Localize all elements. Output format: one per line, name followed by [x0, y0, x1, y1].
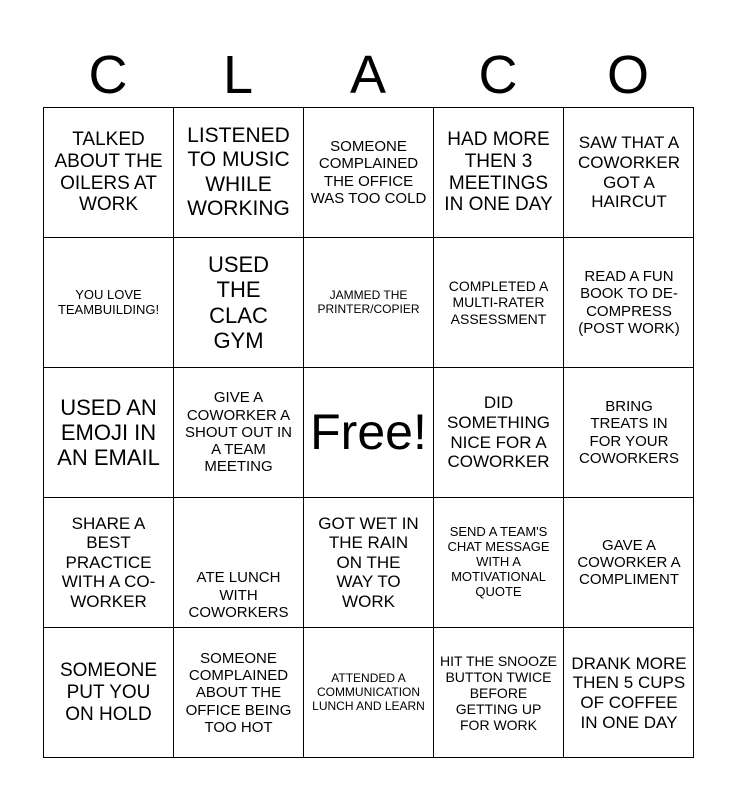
bingo-cell-r5c5[interactable] [564, 628, 694, 758]
bingo-cell-r3c5[interactable] [564, 368, 694, 498]
bingo-cell-r5c2[interactable] [174, 628, 304, 758]
header-letter-o: O [606, 45, 649, 105]
bingo-cell-r4c4[interactable] [434, 498, 564, 628]
bingo-cell-r4c1[interactable] [44, 498, 174, 628]
bingo-cell-r2c3[interactable] [304, 238, 434, 368]
bingo-cell-r4c3[interactable] [304, 498, 434, 628]
bingo-cell-r2c1[interactable] [44, 238, 174, 368]
bingo-board [43, 107, 694, 758]
bingo-cell-r5c1[interactable] [44, 628, 174, 758]
bingo-cell-text: BRING TREATS IN FOR YOUR COWORKERS [578, 398, 679, 467]
header-letter-a: A [349, 45, 387, 105]
bingo-cell-r2c5[interactable] [564, 238, 694, 368]
bingo-cell-r3c4[interactable] [434, 368, 564, 498]
bingo-cell-text: SOMEONE PUT YOU ON HOLD [59, 660, 158, 725]
bingo-cell-text: YOU LOVE TEAMBUILDING! [57, 286, 160, 317]
bingo-cell-r3c1[interactable] [44, 368, 174, 498]
bingo-cell-text: COMPLETED A MULTI-RATER ASSESSMENT [448, 278, 549, 327]
bingo-cell-text: SOMEONE COMPLAINED THE OFFICE WAS TOO COLD [310, 138, 427, 207]
bingo-cell-r1c2[interactable] [174, 108, 304, 238]
bingo-header [43, 42, 693, 108]
bingo-cell-text: HIT THE SNOOZE BUTTON TWICE BEFORE GETTING UP FOR WORK [440, 652, 557, 734]
bingo-cell-text: ATE LUNCH WITH COWORKERS [188, 569, 289, 621]
bingo-cell-text: JAMMED THE PRINTER/COPIER [317, 287, 420, 316]
bingo-cell-r4c5[interactable] [564, 498, 694, 628]
bingo-cell-r5c3[interactable] [304, 628, 434, 758]
bingo-cell-text: SOMEONE COMPLAINED ABOUT THE OFFICE BEING TOO HOT [185, 649, 292, 736]
bingo-cell-r1c4[interactable] [434, 108, 564, 238]
bingo-cell-r2c4[interactable] [434, 238, 564, 368]
bingo-cell-r3c3-free-space[interactable] [304, 368, 434, 498]
bingo-cell-r1c5[interactable] [564, 108, 694, 238]
bingo-cell-r4c2[interactable] [174, 498, 304, 628]
bingo-cell-text: DID SOMETHING NICE FOR A COWORKER [447, 393, 550, 472]
bingo-cell-r1c3[interactable] [304, 108, 434, 238]
bingo-cell-text: READ A FUN BOOK TO DE-COMPRESS (POST WORK) [578, 268, 680, 337]
header-letter-l: L [222, 45, 254, 105]
header-letter-c1: C [88, 45, 128, 105]
bingo-cell-text: HAD MORE THEN 3 MEETINGS IN ONE DAY [444, 128, 553, 216]
bingo-cell-text: SHARE A BEST PRACTICE WITH A CO-WORKER [61, 513, 156, 611]
bingo-cell-r1c1[interactable] [44, 108, 174, 238]
bingo-cell-text: USED AN EMOJI IN AN EMAIL [57, 394, 160, 471]
bingo-cell-r5c4[interactable] [434, 628, 564, 758]
bingo-cell-text: DRANK MORE THEN 5 CUPS OF COFFEE IN ONE DAY [571, 653, 687, 732]
bingo-cell-text: ATTENDED A COMMUNICATION LUNCH AND LEARN [312, 671, 425, 713]
bingo-cell-text: USED THE CLAC GYM [207, 251, 270, 353]
bingo-cell-r2c2[interactable] [174, 238, 304, 368]
bingo-cell-text: GOT WET IN THE RAIN ON THE WAY TO WORK [318, 513, 419, 611]
bingo-cell-text: LISTENED TO MUSIC WHILE WORKING [187, 124, 290, 220]
bingo-cell-text: GIVE A COWORKER A SHOUT OUT IN A TEAM MEETING [185, 389, 292, 476]
bingo-cell-r3c2[interactable] [174, 368, 304, 498]
bingo-cell-text: TALKED ABOUT THE OILERS AT WORK [54, 128, 163, 216]
bingo-cell-text: GAVE A COWORKER A COMPLIMENT [577, 536, 681, 589]
bingo-cell-text: SAW THAT A COWORKER GOT A HAIRCUT [578, 133, 680, 212]
bingo-cell-text: SEND A TEAM'S CHAT MESSAGE WITH A MOTIVATIONAL QUOTE [447, 524, 550, 599]
free-space-label: Free! [310, 403, 427, 460]
header-letter-c2: C [478, 45, 518, 105]
